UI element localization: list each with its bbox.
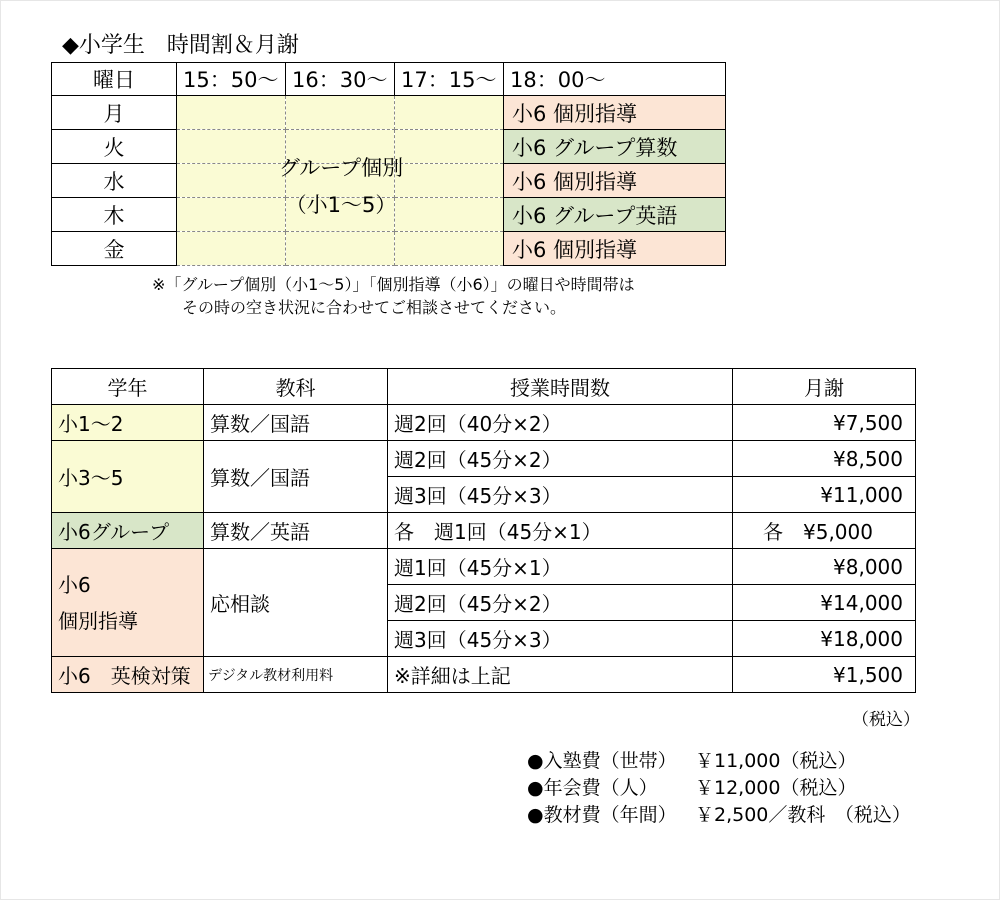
fee-header-subject: 教科: [204, 369, 388, 405]
group-slot: [395, 164, 504, 198]
fee-cell: ¥7,500: [733, 405, 916, 441]
additional-fee-item: [527, 775, 911, 802]
grade-cell: [52, 549, 204, 657]
fee-cell: ¥14,000: [733, 585, 916, 621]
hours-cell: 週3回（45分×3）: [388, 621, 733, 657]
hours-cell: 週2回（45分×2）: [388, 585, 733, 621]
fee-cell: ¥18,000: [733, 621, 916, 657]
fee-row: [52, 441, 916, 477]
schedule-table: [51, 62, 726, 266]
fee-cell: 各 ¥5,000: [733, 513, 916, 549]
subject-cell: 算数／英語: [204, 513, 388, 549]
schedule-header-time: 17：15〜: [395, 63, 504, 96]
subject-cell: 算数／国語: [204, 405, 388, 441]
schedule-header-day: 曜日: [52, 63, 177, 96]
group-slot: [177, 164, 286, 198]
schedule-note: [152, 273, 635, 319]
schedule-note-line: ※「グループ個別（小1〜5）」「個別指導（小6）」の曜日や時間帯は: [152, 275, 635, 294]
grade-cell: 小3〜5: [52, 441, 204, 513]
evening-class: 小6 個別指導: [504, 164, 726, 198]
group-slot: [286, 96, 395, 130]
day-cell: 火: [52, 130, 177, 164]
grade-cell: 小6グループ: [52, 513, 204, 549]
additional-fees: [527, 748, 911, 829]
subject-cell: 応相談: [204, 549, 388, 657]
additional-fee-value: ￥11,000（税込）: [695, 750, 857, 772]
schedule-row: [52, 232, 726, 266]
grade-line: 個別指導: [58, 608, 138, 633]
day-cell: 水: [52, 164, 177, 198]
additional-fee-item: [527, 802, 911, 829]
grade-line: 小6: [58, 572, 91, 597]
group-slot: [395, 198, 504, 232]
fee-header-fee: 月謝: [733, 369, 916, 405]
fee-row: [52, 549, 916, 585]
additional-fee-value: ￥12,000（税込）: [695, 777, 857, 799]
group-slot: [286, 130, 395, 164]
evening-class: 小6 個別指導: [504, 96, 726, 130]
fee-cell: ¥8,000: [733, 549, 916, 585]
fee-header-hours: 授業時間数: [388, 369, 733, 405]
group-slot: [286, 232, 395, 266]
fee-table: [51, 368, 916, 693]
fee-row: [52, 513, 916, 549]
hours-cell: 週3回（45分×3）: [388, 477, 733, 513]
group-slot: [177, 96, 286, 130]
grade-cell: 小6 英検対策: [52, 657, 204, 693]
schedule-header-time: 18：00〜: [504, 63, 726, 96]
group-slot: [286, 164, 395, 198]
hours-cell: 週1回（45分×1）: [388, 549, 733, 585]
grade-cell: 小1〜2: [52, 405, 204, 441]
fee-header-row: [52, 369, 916, 405]
group-lesson-grades: （小1〜5）: [285, 193, 397, 217]
group-slot: [395, 130, 504, 164]
hours-cell: 週2回（45分×2）: [388, 441, 733, 477]
fee-cell: ¥11,000: [733, 477, 916, 513]
additional-fee-label: ●年会費（人）: [527, 777, 658, 799]
fee-header-grade: 学年: [52, 369, 204, 405]
schedule-row: [52, 130, 726, 164]
page-title: ◆小学生 時間割＆月謝: [62, 33, 299, 58]
day-cell: 木: [52, 198, 177, 232]
subject-cell: 算数／国語: [204, 441, 388, 513]
schedule-note-line: その時の空き状況に合わせてご相談させてください。: [182, 298, 567, 317]
additional-fee-value: ￥2,500／教科 （税込）: [695, 804, 911, 826]
evening-class: 小6 グループ算数: [504, 130, 726, 164]
hours-cell: 各 週1回（45分×1）: [388, 513, 733, 549]
group-slot: [286, 198, 395, 232]
group-lesson-title: グループ個別: [278, 156, 404, 180]
subject-cell: デジタル教材利用料: [204, 657, 388, 693]
evening-class: 小6 グループ英語: [504, 198, 726, 232]
schedule-header-row: [52, 63, 726, 96]
schedule-header-time: 15：50〜: [177, 63, 286, 96]
schedule-header-time: 16：30〜: [286, 63, 395, 96]
tax-included-note: （税込）: [852, 710, 920, 730]
group-slot: [395, 232, 504, 266]
group-slot: [395, 96, 504, 130]
day-cell: 金: [52, 232, 177, 266]
group-slot: [177, 130, 286, 164]
schedule-row: [52, 198, 726, 232]
group-slot: [177, 198, 286, 232]
fee-cell: ¥1,500: [733, 657, 916, 693]
additional-fee-item: [527, 748, 911, 775]
additional-fee-label: ●教材費（年間）: [527, 804, 677, 826]
group-slot: [177, 232, 286, 266]
hours-cell: ※詳細は上記: [388, 657, 733, 693]
additional-fee-label: ●入塾費（世帯）: [527, 750, 677, 772]
hours-cell: 週2回（40分×2）: [388, 405, 733, 441]
fee-row: [52, 405, 916, 441]
fee-row: [52, 657, 916, 693]
fee-cell: ¥8,500: [733, 441, 916, 477]
day-cell: 月: [52, 96, 177, 130]
evening-class: 小6 個別指導: [504, 232, 726, 266]
schedule-row: [52, 164, 726, 198]
schedule-row: [52, 96, 726, 130]
